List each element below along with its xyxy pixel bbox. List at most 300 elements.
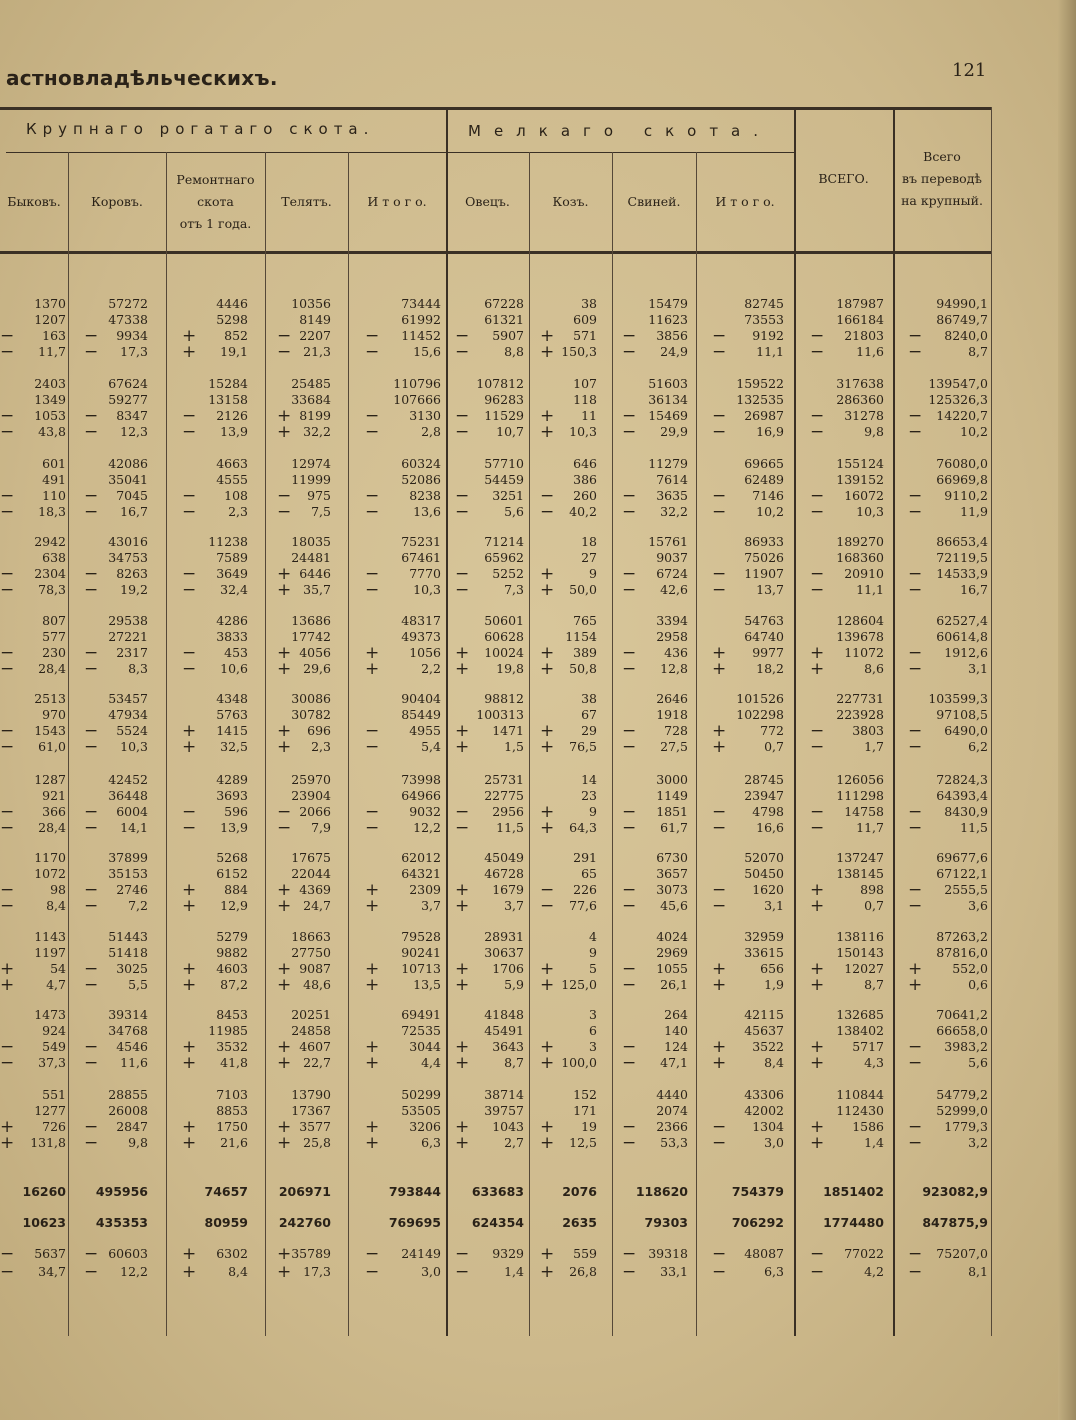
sign-pigs: − [622, 802, 637, 822]
cell-young-stock: 21,6 [220, 1135, 248, 1150]
cell-young-stock: 852 [224, 328, 248, 343]
cell-cattle-equivalent: 75207,0 [936, 1246, 988, 1261]
total-small-total: 706292 [731, 1215, 784, 1230]
cell-goats: 6 [589, 1023, 597, 1038]
sign-sheep: + [455, 1117, 470, 1137]
cell-cattle-equivalent: 3,1 [968, 661, 988, 676]
cell-cattle-total: 52086 [401, 472, 441, 487]
cell-cows: 27221 [108, 629, 148, 644]
cell-cows: 39314 [108, 1007, 148, 1022]
cell-cows: 42452 [108, 772, 148, 787]
cell-cows: 43016 [108, 534, 148, 549]
cell-bulls: 43,8 [38, 424, 66, 439]
col-header-calves [265, 153, 348, 250]
cell-cattle-total: 64966 [401, 788, 441, 803]
sign-cattle-equivalent: − [908, 721, 923, 741]
cell-sheep: 1043 [492, 1119, 524, 1134]
sign-calves: − [277, 342, 292, 362]
sign-calves: + [277, 422, 292, 442]
cell-sheep: 5,6 [504, 504, 524, 519]
cell-cattle-total: 7770 [409, 566, 441, 581]
sign-sheep: + [455, 1133, 470, 1153]
sign-pigs: − [622, 1244, 637, 1264]
sign-bulls: − [0, 326, 15, 346]
cell-sheep: 50601 [484, 613, 524, 628]
cell-cattle-equivalent: 66969,8 [936, 472, 988, 487]
cell-young-stock: 2126 [216, 408, 248, 423]
cell-small-total: 45637 [744, 1023, 784, 1038]
cell-sheep: 1471 [492, 723, 524, 738]
cell-grand-total: 9,8 [864, 424, 884, 439]
cell-sheep: 19,8 [496, 661, 524, 676]
sign-pigs: − [622, 896, 637, 916]
cell-pigs: 24,9 [660, 344, 688, 359]
cell-bulls: 970 [42, 707, 66, 722]
cell-calves: 9087 [299, 961, 331, 976]
cell-cows: 35041 [108, 472, 148, 487]
cell-sheep: 7,3 [504, 582, 524, 597]
sign-goats: + [540, 818, 555, 838]
sign-small-total: − [712, 502, 727, 522]
cell-grand-total: 187987 [836, 296, 884, 311]
cell-grand-total: 110844 [836, 1087, 884, 1102]
cell-cattle-total: 69491 [401, 1007, 441, 1022]
sign-bulls: − [0, 896, 15, 916]
sign-goats: + [540, 1244, 555, 1264]
cell-cattle-total: 73998 [401, 772, 441, 787]
cell-bulls: 2942 [34, 534, 66, 549]
sign-small-total: − [712, 406, 727, 426]
sign-grand-total: − [810, 737, 825, 757]
cell-goats: 5 [589, 961, 597, 976]
cell-small-total: 101526 [736, 691, 784, 706]
sign-pigs: − [622, 1053, 637, 1073]
col-header-sheep [446, 153, 529, 250]
cell-sheep: 65962 [484, 550, 524, 565]
cell-goats: 50,8 [569, 661, 597, 676]
cell-bulls: 11,7 [38, 344, 66, 359]
cell-cattle-total: 3,0 [421, 1264, 441, 1279]
sign-small-total: − [712, 1133, 727, 1153]
sign-grand-total: − [810, 802, 825, 822]
cell-cattle-total: 73444 [401, 296, 441, 311]
cell-grand-total: 31278 [844, 408, 884, 423]
sign-cattle-total: + [365, 1117, 380, 1137]
cell-cattle-total: 60324 [401, 456, 441, 471]
sign-bulls: − [0, 406, 15, 426]
cell-small-total: 86933 [744, 534, 784, 549]
sign-sheep: − [455, 342, 470, 362]
cell-sheep: 1679 [492, 882, 524, 897]
cell-cattle-equivalent: 94990,1 [936, 296, 988, 311]
cell-calves: 29,6 [303, 661, 331, 676]
sign-goats: + [540, 1053, 555, 1073]
total-young-stock: 74657 [204, 1184, 248, 1199]
sign-young-stock: − [182, 659, 197, 679]
cell-young-stock: 13,9 [220, 820, 248, 835]
cell-cattle-equivalent: 14220,7 [936, 408, 988, 423]
sign-calves: + [277, 406, 292, 426]
cell-pigs: 140 [664, 1023, 688, 1038]
sign-cows: − [84, 975, 99, 995]
cell-calves: 4607 [299, 1039, 331, 1054]
sign-goats: + [540, 580, 555, 600]
sign-calves: + [277, 564, 292, 584]
cell-cattle-equivalent: 86653,4 [936, 534, 988, 549]
cell-pigs: 264 [664, 1007, 688, 1022]
sign-bulls: − [0, 486, 15, 506]
cell-young-stock: 9882 [216, 945, 248, 960]
cell-cows: 60603 [108, 1246, 148, 1261]
cell-pigs: 2366 [656, 1119, 688, 1134]
sign-small-total: − [712, 564, 727, 584]
cell-cattle-equivalent: 6490,0 [944, 723, 988, 738]
cell-grand-total: 0,7 [864, 898, 884, 913]
cell-calves: 25,8 [303, 1135, 331, 1150]
cell-small-total: 33615 [744, 945, 784, 960]
sign-goats: + [540, 643, 555, 663]
sign-sheep: + [455, 737, 470, 757]
sign-calves: + [277, 1117, 292, 1137]
cell-bulls: 1143 [34, 929, 66, 944]
cell-cattle-total: 9032 [409, 804, 441, 819]
cell-pigs: 124 [664, 1039, 688, 1054]
cell-calves: 25970 [291, 772, 331, 787]
column-header-line: на крупный. [901, 193, 983, 208]
cell-bulls: 1277 [34, 1103, 66, 1118]
cell-small-total: 1304 [752, 1119, 784, 1134]
cell-calves: 975 [307, 488, 331, 503]
column-header-line: Телятъ. [281, 193, 332, 209]
cell-bulls: 1053 [34, 408, 66, 423]
cell-calves: 22,7 [303, 1055, 331, 1070]
cell-goats: 76,5 [569, 739, 597, 754]
sign-cattle-total: − [365, 564, 380, 584]
cell-cows: 2746 [116, 882, 148, 897]
region-block [0, 1087, 1076, 1167]
cell-cattle-equivalent: 8430,9 [944, 804, 988, 819]
sign-grand-total: + [810, 880, 825, 900]
cell-grand-total: 168360 [836, 550, 884, 565]
cell-cattle-equivalent: 8240,0 [944, 328, 988, 343]
cell-cattle-total: 62012 [401, 850, 441, 865]
column-header-line: Быковъ. [7, 193, 61, 209]
sign-sheep: + [455, 721, 470, 741]
cell-goats: 18 [581, 534, 597, 549]
cell-young-stock: 8,4 [228, 1264, 248, 1279]
cell-sheep: 10,7 [496, 424, 524, 439]
sign-calves: − [277, 818, 292, 838]
cell-cows: 9934 [116, 328, 148, 343]
cell-young-stock: 6152 [216, 866, 248, 881]
cell-cattle-total: 72535 [401, 1023, 441, 1038]
cell-goats: 646 [573, 456, 597, 471]
cell-bulls: 366 [42, 804, 66, 819]
sign-sheep: − [455, 486, 470, 506]
cell-grand-total: 20910 [844, 566, 884, 581]
cell-sheep: 54459 [484, 472, 524, 487]
sign-goats: + [540, 564, 555, 584]
cell-calves: 17367 [291, 1103, 331, 1118]
sign-sheep: − [455, 580, 470, 600]
sign-small-total: + [712, 737, 727, 757]
cell-pigs: 47,1 [660, 1055, 688, 1070]
sign-grand-total: − [810, 1244, 825, 1264]
cell-small-total: 16,9 [756, 424, 784, 439]
sign-young-stock: − [182, 643, 197, 663]
cell-goats: 77,6 [569, 898, 597, 913]
cell-bulls: 2403 [34, 376, 66, 391]
sign-grand-total: − [810, 1262, 825, 1282]
cell-young-stock: 7103 [216, 1087, 248, 1102]
total-cows: 495956 [95, 1184, 148, 1199]
cell-grand-total: 8,7 [864, 977, 884, 992]
cell-young-stock: 13,9 [220, 424, 248, 439]
cell-sheep: 46728 [484, 866, 524, 881]
header-bottom-rule [0, 251, 992, 254]
cell-grand-total: 4,2 [864, 1264, 884, 1279]
sign-bulls: − [0, 1037, 15, 1057]
sign-sheep: − [455, 818, 470, 838]
cell-young-stock: 3532 [216, 1039, 248, 1054]
sign-small-total: − [712, 580, 727, 600]
cell-bulls: 2513 [34, 691, 66, 706]
sign-cattle-total: − [365, 580, 380, 600]
cell-grand-total: 150143 [836, 945, 884, 960]
sign-cattle-total: + [365, 880, 380, 900]
cell-young-stock: 11238 [208, 534, 248, 549]
sign-pigs: − [622, 975, 637, 995]
sign-small-total: − [712, 1262, 727, 1282]
cell-small-total: 102298 [736, 707, 784, 722]
sign-cattle-equivalent: − [908, 802, 923, 822]
region-block [0, 772, 1076, 852]
cell-pigs: 6730 [656, 850, 688, 865]
cell-cattle-total: 50299 [401, 1087, 441, 1102]
sign-grand-total: + [810, 643, 825, 663]
cell-cows: 3025 [116, 961, 148, 976]
sign-bulls: − [0, 564, 15, 584]
cell-young-stock: 884 [224, 882, 248, 897]
cell-cattle-equivalent: 66658,0 [936, 1023, 988, 1038]
sign-cattle-total: − [365, 802, 380, 822]
cell-cows: 42086 [108, 456, 148, 471]
sign-young-stock: + [182, 342, 197, 362]
cell-cattle-total: 10,3 [413, 582, 441, 597]
sign-pigs: − [622, 502, 637, 522]
sign-cows: − [84, 486, 99, 506]
cell-cattle-equivalent: 76080,0 [936, 456, 988, 471]
cell-cattle-equivalent: 86749,7 [936, 312, 988, 327]
cell-cattle-equivalent: 52999,0 [936, 1103, 988, 1118]
cell-calves: 10356 [291, 296, 331, 311]
cell-sheep: 2956 [492, 804, 524, 819]
sign-cattle-equivalent: − [908, 659, 923, 679]
sign-sheep: − [455, 422, 470, 442]
sign-cattle-equivalent: − [908, 880, 923, 900]
cell-young-stock: 4663 [216, 456, 248, 471]
cell-sheep: 3251 [492, 488, 524, 503]
cell-goats: 3 [589, 1039, 597, 1054]
sign-cows: − [84, 1053, 99, 1073]
sign-calves: − [277, 502, 292, 522]
cell-young-stock: 4603 [216, 961, 248, 976]
cell-cows: 2847 [116, 1119, 148, 1134]
cell-small-total: 64740 [744, 629, 784, 644]
sign-bulls: + [0, 959, 15, 979]
sign-calves: + [277, 896, 292, 916]
sign-cattle-total: − [365, 1244, 380, 1264]
cell-pigs: 2958 [656, 629, 688, 644]
sign-pigs: − [622, 1117, 637, 1137]
sign-pigs: − [622, 486, 637, 506]
cell-goats: 100,0 [561, 1055, 597, 1070]
cell-cattle-total: 61992 [401, 312, 441, 327]
cell-bulls: 551 [42, 1087, 66, 1102]
cell-grand-total: 1586 [852, 1119, 884, 1134]
cell-small-total: 9192 [752, 328, 784, 343]
column-header-line: Коровъ. [91, 193, 143, 209]
cell-bulls: 28,4 [38, 661, 66, 676]
cell-sheep: 1,4 [504, 1264, 524, 1279]
cell-small-total: 772 [760, 723, 784, 738]
sign-goats: − [540, 502, 555, 522]
cell-grand-total: 11,7 [856, 820, 884, 835]
cell-pigs: 15761 [648, 534, 688, 549]
cell-pigs: 33,1 [660, 1264, 688, 1279]
cell-pigs: 51603 [648, 376, 688, 391]
sign-calves: + [277, 975, 292, 995]
cell-cows: 14,1 [120, 820, 148, 835]
cell-cattle-equivalent: 8,7 [968, 344, 988, 359]
sign-cattle-total: + [365, 1053, 380, 1073]
sign-sheep: + [455, 1037, 470, 1057]
cell-pigs: 12,8 [660, 661, 688, 676]
cell-pigs: 32,2 [660, 504, 688, 519]
cell-bulls: 491 [42, 472, 66, 487]
cell-small-total: 8,4 [764, 1055, 784, 1070]
column-header-line: ВСЕГО. [818, 171, 869, 186]
cell-cattle-total: 4,4 [421, 1055, 441, 1070]
sign-sheep: − [455, 326, 470, 346]
sign-young-stock: + [182, 959, 197, 979]
sign-sheep: − [455, 1262, 470, 1282]
cell-calves: 35789 [291, 1246, 331, 1261]
sign-bulls: − [0, 802, 15, 822]
sign-pigs: − [622, 818, 637, 838]
cell-pigs: 1918 [656, 707, 688, 722]
totals-row [0, 1182, 1076, 1202]
cell-pigs: 53,3 [660, 1135, 688, 1150]
cell-grand-total: 126056 [836, 772, 884, 787]
cell-cattle-equivalent: 11,9 [960, 504, 988, 519]
cell-goats: 14 [581, 772, 597, 787]
cell-sheep: 3,7 [504, 898, 524, 913]
cell-cows: 53457 [108, 691, 148, 706]
cell-goats: 107 [573, 376, 597, 391]
sign-cattle-total: − [365, 486, 380, 506]
cell-small-total: 69665 [744, 456, 784, 471]
sign-cows: − [84, 564, 99, 584]
sign-goats: + [540, 406, 555, 426]
cell-sheep: 41848 [484, 1007, 524, 1022]
cell-calves: 7,9 [311, 820, 331, 835]
cell-cattle-equivalent: 3983,2 [944, 1039, 988, 1054]
cell-pigs: 36134 [648, 392, 688, 407]
col-header-cows [68, 153, 166, 250]
sign-grand-total: − [810, 818, 825, 838]
cell-calves: 18663 [291, 929, 331, 944]
sign-cattle-equivalent: − [908, 564, 923, 584]
cell-young-stock: 2,3 [228, 504, 248, 519]
cell-cows: 7045 [116, 488, 148, 503]
cell-cows: 51418 [108, 945, 148, 960]
cell-sheep: 67228 [484, 296, 524, 311]
total-cattle-total: 793844 [388, 1184, 441, 1199]
cell-small-total: 132535 [736, 392, 784, 407]
cell-small-total: 11,1 [756, 344, 784, 359]
cell-goats: 38 [581, 296, 597, 311]
sign-goats: + [540, 721, 555, 741]
cell-young-stock: 41,8 [220, 1055, 248, 1070]
cell-bulls: 921 [42, 788, 66, 803]
sign-cattle-total: − [365, 1262, 380, 1282]
sign-cows: − [84, 959, 99, 979]
sign-goats: − [540, 896, 555, 916]
cell-cattle-total: 12,2 [413, 820, 441, 835]
column-header-line: отъ 1 года. [179, 215, 252, 231]
small-livestock-group-header: Мелкаго скота. [468, 122, 772, 140]
cell-cattle-equivalent: 62527,4 [936, 613, 988, 628]
cell-cattle-equivalent: 5,6 [968, 1055, 988, 1070]
column-header-line: Ремонтнаго [176, 171, 255, 187]
cell-goats: 386 [573, 472, 597, 487]
sign-small-total: + [712, 1053, 727, 1073]
cell-goats: 9 [589, 566, 597, 581]
cell-cattle-equivalent: 67122,1 [936, 866, 988, 881]
cell-calves: 18035 [291, 534, 331, 549]
cell-goats: 226 [573, 882, 597, 897]
cell-sheep: 45049 [484, 850, 524, 865]
sign-grand-total: + [810, 1133, 825, 1153]
cell-young-stock: 1750 [216, 1119, 248, 1134]
cell-calves: 696 [307, 723, 331, 738]
cell-bulls: 924 [42, 1023, 66, 1038]
sign-bulls: − [0, 342, 15, 362]
cell-goats: 125,0 [561, 977, 597, 992]
col-header-young-stock [166, 153, 265, 250]
cell-calves: 25485 [291, 376, 331, 391]
sign-cattle-equivalent: + [908, 959, 923, 979]
sign-cattle-total: − [365, 721, 380, 741]
cell-pigs: 2646 [656, 691, 688, 706]
cell-bulls: 549 [42, 1039, 66, 1054]
cell-sheep: 107812 [476, 376, 524, 391]
sign-cattle-total: − [365, 342, 380, 362]
sign-cows: − [84, 422, 99, 442]
sign-cattle-equivalent: − [908, 1037, 923, 1057]
sign-grand-total: + [810, 1037, 825, 1057]
sign-grand-total: − [810, 326, 825, 346]
cell-bulls: 1473 [34, 1007, 66, 1022]
sign-cattle-equivalent: − [908, 1117, 923, 1137]
sign-young-stock: + [182, 1133, 197, 1153]
cell-bulls: 98 [50, 882, 66, 897]
cell-bulls: 110 [42, 488, 66, 503]
sign-cattle-equivalent: − [908, 502, 923, 522]
cell-cows: 34768 [108, 1023, 148, 1038]
cell-goats: 23 [581, 788, 597, 803]
